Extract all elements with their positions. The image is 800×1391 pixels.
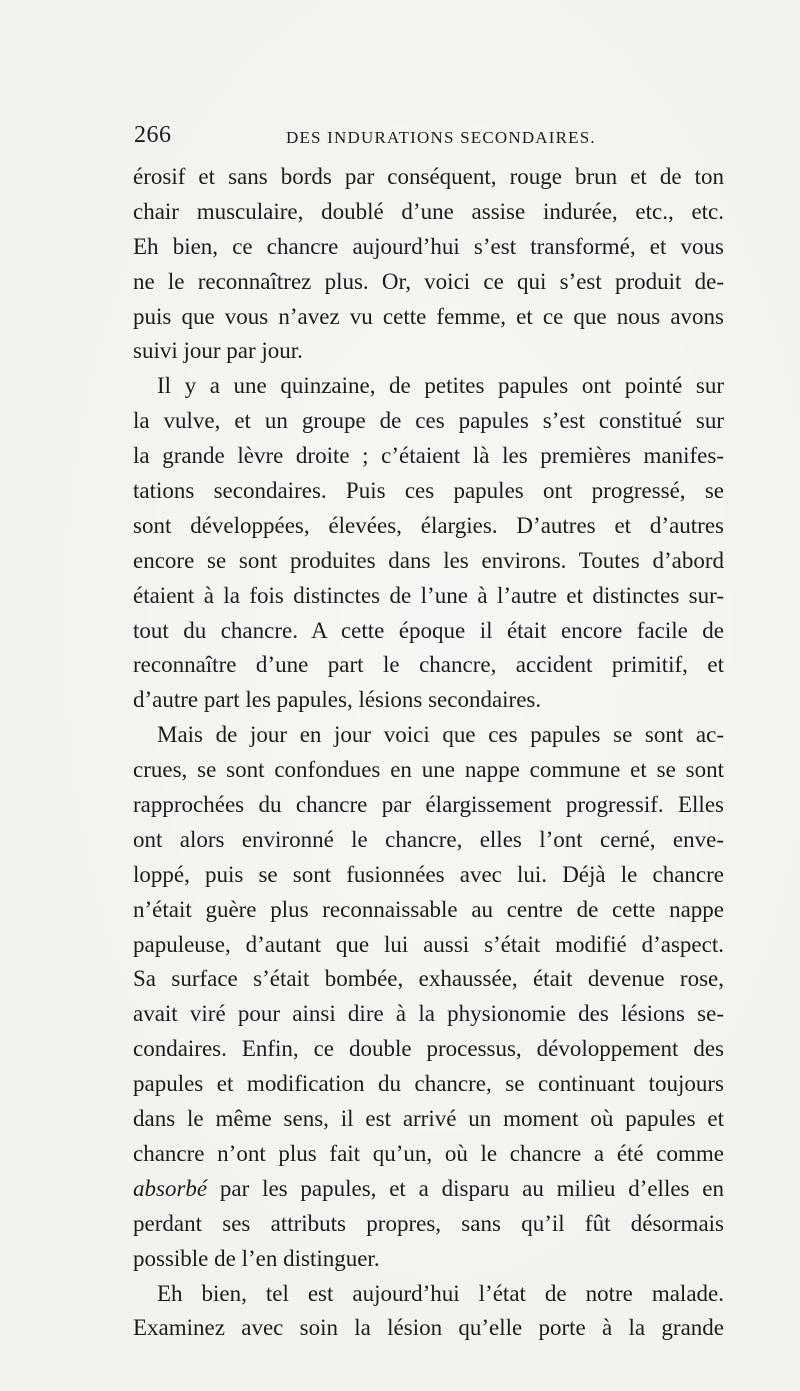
text-line: loppé, puis se sont fusionnées avec lui. Déjà le chancre: [133, 861, 724, 887]
text-line: chair musculaire, doublé d’une assise indurée, etc., etc.: [133, 198, 724, 224]
paragraph-start-line: Il y a une quinzaine, de petites papules ont pointé sur: [157, 373, 724, 399]
text-line: Eh bien, ce chancre aujourd’hui s’est transformé, et vous: [133, 233, 724, 259]
text-line: puis que vous n’avez vu cette femme, et ce que nous avons: [133, 303, 724, 329]
text-line: papules et modification du chancre, se continuant toujours: [133, 1071, 724, 1097]
running-head: DES INDURATIONS SECONDAIRES.: [286, 128, 596, 147]
text-line-with-emphasis: [133, 1172, 724, 1207]
text-line: crues, se sont confondues en une nappe commune et se sont: [133, 757, 724, 783]
text-line: étaient à la fois distinctes de l’une à l’autre et distinctes sur-: [133, 582, 724, 608]
emphasized-word: absorbé: [133, 1175, 208, 1201]
text-line: suivi jour par jour.: [133, 338, 303, 364]
text-line: encore se sont produites dans les environs. Toutes d’abord: [133, 547, 724, 573]
text-line: tations secondaires. Puis ces papules ont progressé, se: [133, 478, 724, 504]
text-line: avait viré pour ainsi dire à la physionomie des lésions se-: [133, 1001, 724, 1027]
text-line: ont alors environné le chancre, elles l’ont cerné, enve-: [133, 826, 724, 852]
text-line-rest: par les papules, et a disparu au milieu d’elles en: [219, 1175, 724, 1201]
text-line: Sa surface s’était bombée, exhaussée, était devenue rose,: [133, 966, 724, 992]
text-line: érosif et sans bords par conséquent, rouge brun et de ton: [133, 164, 724, 189]
text-line: Examinez avec soin la lésion qu’elle porte à la grande: [133, 1315, 724, 1341]
body-text: [133, 160, 724, 1346]
text-line: ne le reconnaîtrez plus. Or, voici ce qui s’est produit de-: [133, 268, 724, 294]
text-line: la grande lèvre droite ; c’étaient là les premières manifes-: [133, 443, 724, 469]
text-line: n’était guère plus reconnaissable au centre de cette nappe: [133, 896, 724, 922]
paragraph-start-line: Mais de jour en jour voici que ces papules se sont ac-: [157, 722, 724, 748]
text-line: sont développées, élevées, élargies. D’autres et d’autres: [133, 512, 724, 538]
text-line: reconnaître d’une part le chancre, accident primitif, et: [133, 652, 724, 678]
paragraph-start-line: Eh bien, tel est aujourd’hui l’état de notre malade.: [157, 1280, 724, 1306]
text-line: tout du chancre. A cette époque il était encore facile de: [133, 617, 724, 643]
text-line: d’autre part les papules, lésions secondaires.: [133, 687, 542, 713]
page-header: [134, 122, 734, 152]
text-line: dans le même sens, il est arrivé un moment où papules et: [133, 1106, 724, 1132]
text-line: la vulve, et un groupe de ces papules s’est constitué sur: [133, 408, 724, 434]
text-line: condaires. Enfin, ce double processus, dévoloppement des: [133, 1036, 724, 1062]
page-number: 266: [134, 122, 172, 148]
text-line: perdant ses attributs propres, sans qu’il fût désormais: [133, 1210, 724, 1236]
text-line: papuleuse, d’autant que lui aussi s’était modifié d’aspect.: [133, 931, 724, 957]
text-line: possible de l’en distinguer.: [133, 1245, 380, 1271]
text-line: chancre n’ont plus fait qu’un, où le chancre a été comme: [133, 1140, 724, 1166]
text-line: rapprochées du chancre par élargissement progressif. Elles: [133, 792, 724, 818]
